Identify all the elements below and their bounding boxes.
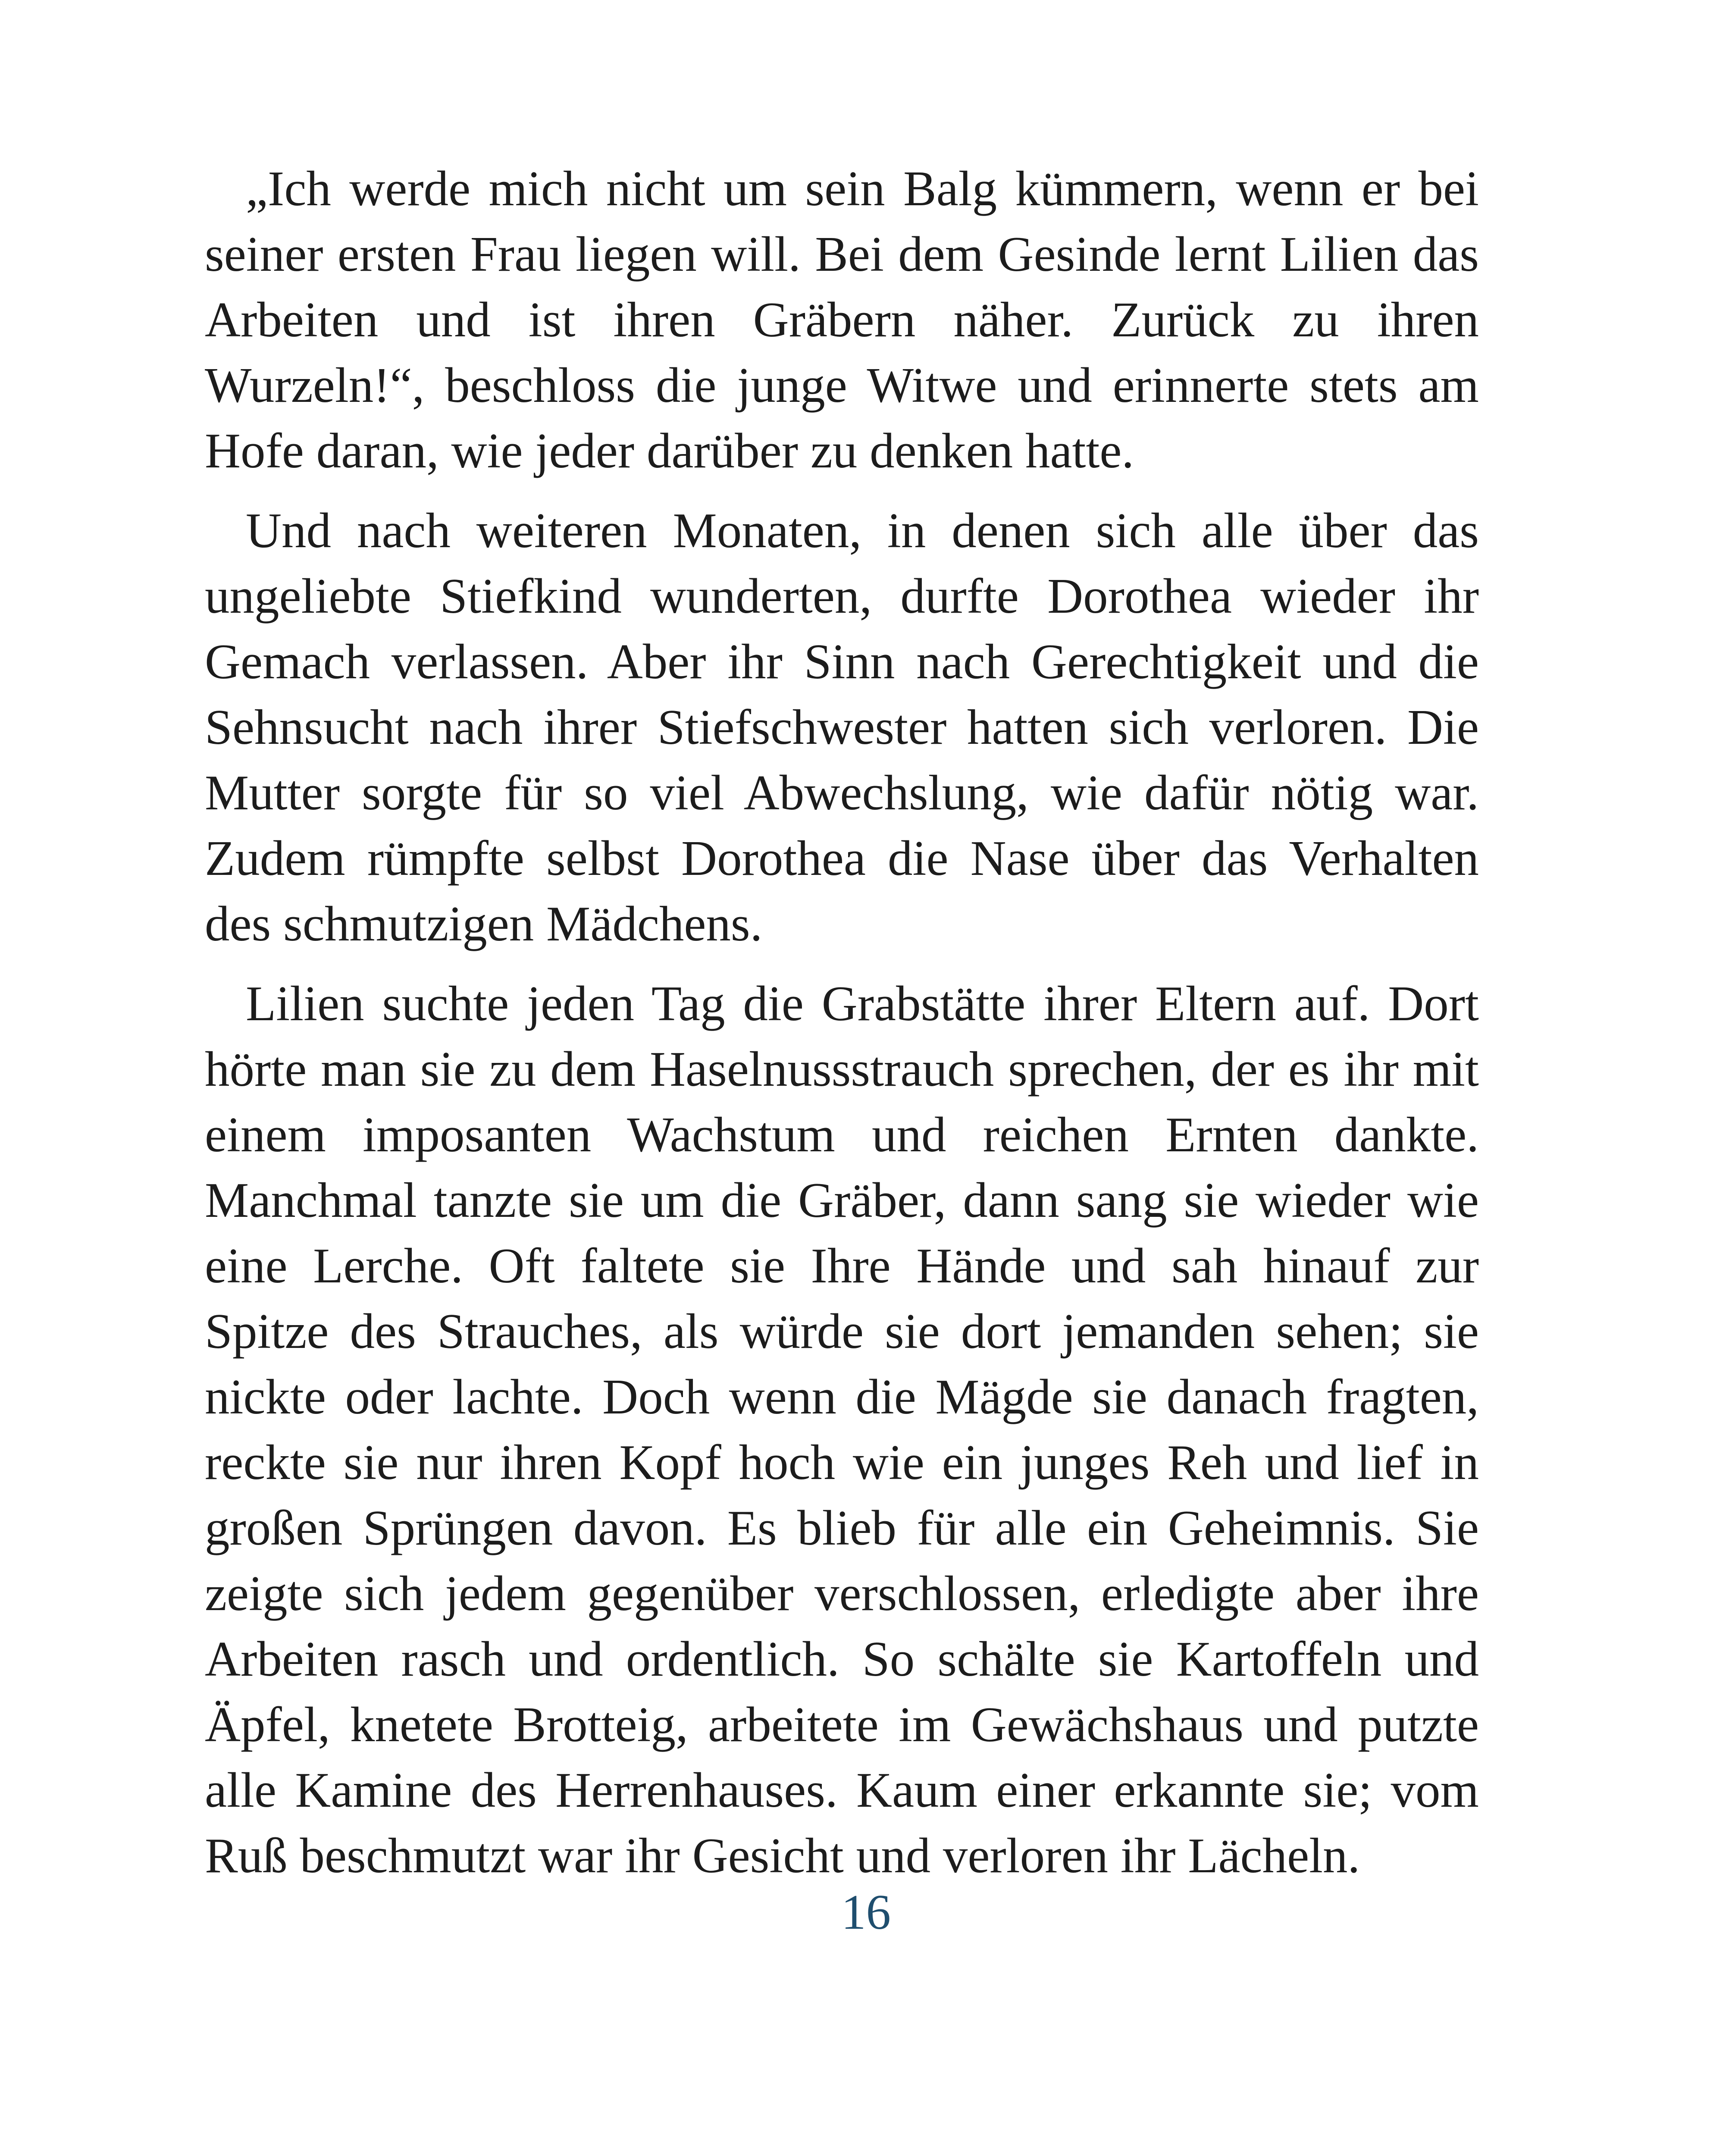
page-number: 16 [841,1885,891,1940]
body-text [205,156,1479,1903]
paragraph-3: Lilien suchte jeden Tag die Grabstätte ihrer Eltern auf. Dort hörte man sie zu dem Haselnussstrauch sprechen, der es ihr mit einem imposanten Wachstum und reichen Ernten dankte. Manchmal tanzte sie um die Gräber, dann sang sie wieder wie eine Lerche. Oft faltete sie Ihre Hände und sah hinauf zur Spitze des Strauches, als würde sie dort jemanden sehen; sie nickte oder lachte. Doch wenn die Mägde sie danach fragten, reckte sie nur ihren Kopf hoch wie ein junges Reh und lief in großen Sprüngen davon. Es blieb für alle ein Geheimnis. Sie zeigte sich jedem gegenüber verschlossen, erledigte aber ihre Arbeiten rasch und ordentlich. So schälte sie Kartoffeln und Äpfel, knetete Brotteig, arbeitete im Gewächshaus und putzte alle Kamine des Herrenhauses. Kaum einer erkannte sie; vom Ruß beschmutzt war ihr Gesicht und verloren ihr Lächeln. [205,976,1479,1883]
paragraph-1: „Ich werde mich nicht um sein Balg kümmern, wenn er bei seiner ersten Frau liegen will. Bei dem Gesinde lernt Lilien das Arbeiten und ist ihren Gräbern näher. Zurück zu ihren Wurzeln!“, beschloss die junge Witwe und erinnerte stets am Hofe daran, wie jeder darüber zu denken hatte. [205,161,1479,478]
paragraph-2: Und nach weiteren Monaten, in denen sich alle über das ungeliebte Stiefkind wunderten, durfte Dorothea wieder ihr Gemach verlassen. Aber ihr Sinn nach Gerechtigkeit und die Sehnsucht nach ihrer Stiefschwester hatten sich verloren. Die Mutter sorgte für so viel Abwechslung, wie dafür nötig war. Zudem rümpfte selbst Dorothea die Nase über das Verhalten des schmutzigen Mädchens. [205,503,1479,951]
